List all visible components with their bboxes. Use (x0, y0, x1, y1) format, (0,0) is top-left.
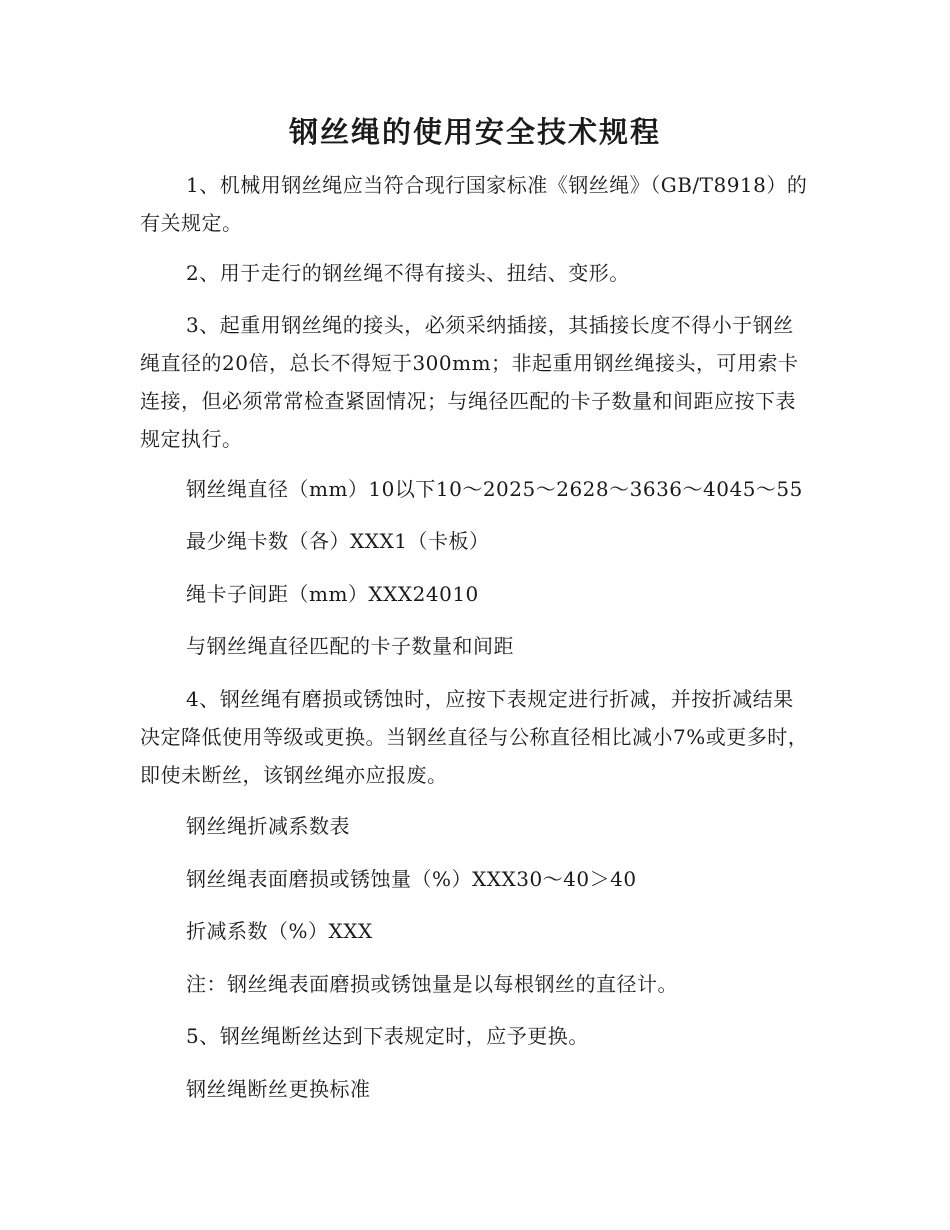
table-row-wear: 钢丝绳表面磨损或锈蚀量（%）XXX30～40＞40 (186, 867, 637, 891)
paragraph-3: 3、起重用钢丝绳的接头，必须采纳插接，其插接长度不得小于钢丝绳直径的20倍，总长不得短于300mm；非起重用钢丝绳接头，可用索卡连接，但必须常常检查紧固情况；与绳径匹配的卡子数量和间距应按下表规定执行。 (140, 313, 799, 451)
table-caption-clips: 与钢丝绳直径匹配的卡子数量和间距 (186, 634, 514, 658)
paragraph-5: 5、钢丝绳断丝达到下表规定时，应予更换。 (186, 1024, 589, 1048)
paragraph-1: 1、机械用钢丝绳应当符合现行国家标准《钢丝绳》（GB/T8918）的有关规定。 (140, 173, 808, 235)
paragraph-4: 4、钢丝绳有磨损或锈蚀时，应按下表规定进行折减，并按折减结果决定降低使用等级或更换。当钢丝直径与公称直径相比减小7%或更多时，即使未断丝，该钢丝绳亦应报废。 (140, 687, 809, 787)
table-row-rope-diameter: 钢丝绳直径（mm）10以下10～2025～2628～3636～4045～55 (186, 477, 803, 501)
table-row-reduction-factor: 折减系数（%）XXX (186, 919, 373, 943)
table-caption-broken-wire: 钢丝绳断丝更换标准 (186, 1077, 371, 1101)
table-caption-reduction: 钢丝绳折减系数表 (186, 814, 350, 838)
table-row-clip-spacing: 绳卡子间距（mm）XXX24010 (186, 582, 479, 606)
table-note: 注：钢丝绳表面磨损或锈蚀量是以每根钢丝的直径计。 (186, 972, 678, 996)
document-title: 钢丝绳的使用安全技术规程 (288, 115, 661, 149)
paragraph-2: 2、用于走行的钢丝绳不得有接头、扭结、变形。 (186, 261, 630, 285)
table-row-min-clips: 最少绳卡数（各）XXX1（卡板） (186, 529, 490, 553)
